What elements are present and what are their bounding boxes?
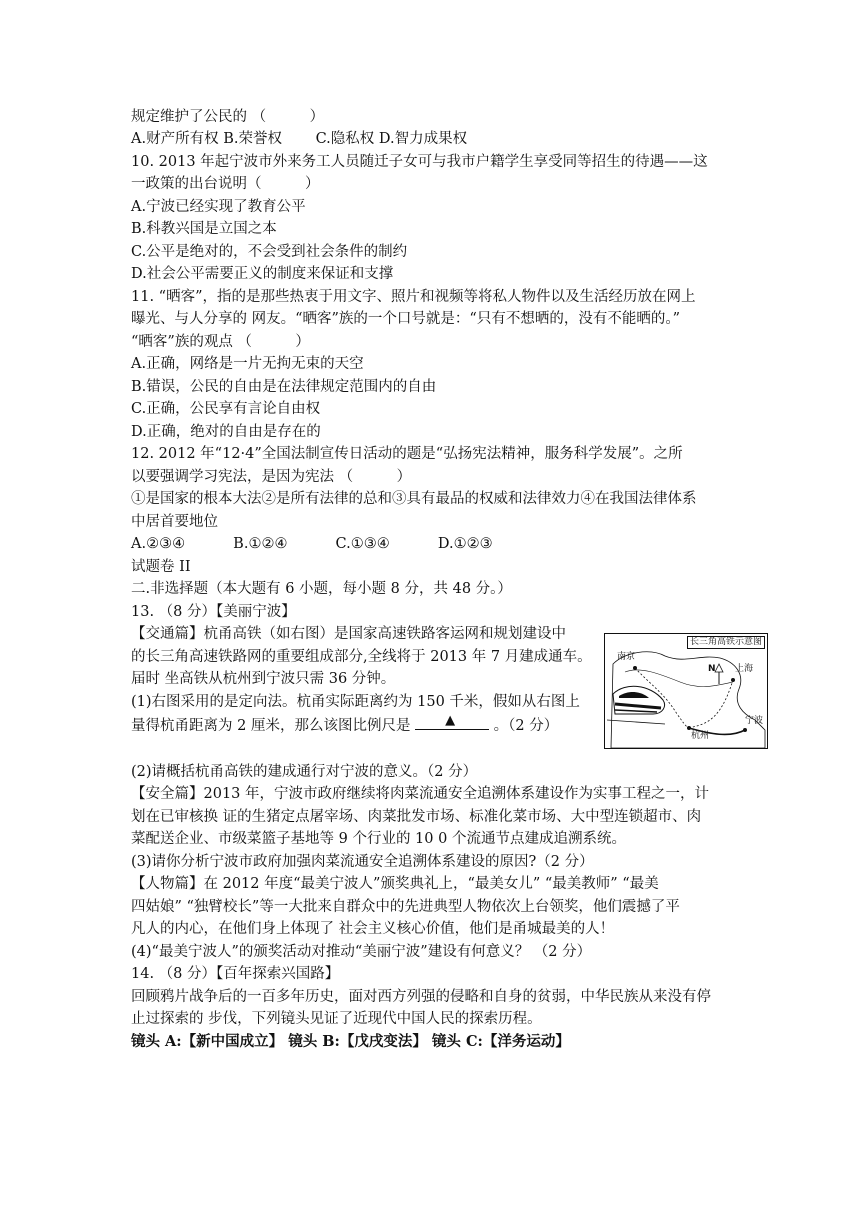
q13-safety-para-3: 菜配送企业、市级菜篮子基地等 9 个行业的 10 0 个流通节点建成追溯系统。: [131, 831, 626, 847]
scale-question-points: 。（2 分）: [489, 718, 559, 734]
map-title: 长三角高铁示意图: [687, 636, 765, 649]
city-shanghai: 上海: [735, 664, 754, 674]
q12-stem-cont: 以要强调学习宪法，是因为宪法 （ ）: [131, 469, 412, 485]
scale-question-text: 量得杭甬距离为 2 厘米，那么该图比例尺是: [131, 718, 416, 734]
q11-option-c: C.正确，公民享有言论自由权: [131, 401, 321, 417]
north-arrow-icon: N: [708, 664, 716, 674]
q13-people-para-3: 凡人的内心，在他们身上体现了 社会主义核心价值，他们是甬城最美的人！: [131, 921, 615, 937]
q14-para-2: 止过探索的 步伐，下列镜头见证了近现代中国人民的探索历程。: [131, 1011, 542, 1027]
answer-blank[interactable]: [415, 713, 489, 730]
q11-stem-cont: 曝光、与人分享的 网友。“晒客”族的一个口号就是：“只有不想晒的，没有不能晒的。”: [131, 311, 681, 327]
q13-sub3: (3)请你分析宁波市政府加强肉菜流通安全追溯体系建设的原因?（2 分）: [131, 854, 594, 870]
q13-traffic-para-2: 的长三角高速铁路网的重要组成部分,全线将于 2013 年 7 月建成通车。: [131, 649, 592, 665]
city-hangzhou: 杭州: [691, 731, 710, 741]
q13-people-para-1: 【人物篇】在 2012 年度“最美宁波人”颁奖典礼上，“最美女儿” “最美教师” “最美: [131, 876, 659, 892]
q13-sub1-line2: [131, 713, 558, 737]
q12-stem: 12. 2012 年“12·4”全国法制宣传日活动的题是“弘扬宪法精神，服务科学发展”。之所: [131, 446, 683, 462]
paper-ii-title: 试题卷 II: [131, 559, 191, 575]
rail-map-figure: [604, 633, 768, 749]
q13-traffic-para-3: 届时 坐高铁从杭州到宁波只需 36 分钟。: [131, 671, 396, 687]
q11-option-d: D.正确，绝对的自由是存在的: [131, 424, 321, 440]
triangle-marker-icon: ▲: [445, 713, 456, 728]
q13-sub2: (2)请概括杭甬高铁的建成通行对宁波的意义。（2 分）: [131, 764, 478, 780]
q10-stem-cont: 一政策的出台说明（ ）: [131, 176, 320, 192]
q10-stem: 10. 2013 年起宁波市外来务工人员随迁子女可与我市户籍学生享受同等招生的待遇——这: [131, 154, 708, 170]
q13-safety-para-1: 【安全篇】2013 年，宁波市政府继续将肉菜流通安全追溯体系建设作为实事工程之一，计: [131, 786, 710, 802]
q13-people-para-2: 四姑娘” “独臂校长”等一大批来自群众中的先进典型人物依次上台领奖，他们震撼了平: [131, 899, 680, 915]
q10-option-b: B.科教兴国是立国之本: [131, 221, 277, 237]
q13-traffic-para-1: 【交通篇】杭甬高铁（如右图）是国家高速铁路客运网和规划建设中: [131, 626, 566, 642]
q10-option-c: C.公平是绝对的，不会受到社会条件的制约: [131, 244, 408, 260]
q12-statements-cont: 中居首要地位: [131, 514, 218, 530]
q12-statements: ①是国家的根本大法②是所有法律的总和③具有最品的权威和法律效力④在我国法律体系: [131, 491, 697, 507]
q13-sub1-line1: (1)右图采用的是定向法。杭甬实际距离约为 150 千米，假如从右图上: [131, 694, 580, 710]
q13-sub4: (4)“最美宁波人”的颁奖活动对推动“美丽宁波”建设有何意义？ （2 分）: [131, 944, 592, 960]
city-nanjing: 南京: [617, 652, 636, 662]
q9-stem-end: 规定维护了公民的 （ ）: [131, 109, 325, 125]
q9-options: A.财产所有权 B.荣誉权 C.隐私权 D.智力成果权: [131, 131, 468, 147]
q10-option-d: D.社会公平需要正义的制度来保证和支撑: [131, 266, 394, 282]
city-ningbo: 宁波: [745, 716, 764, 726]
q11-option-b: B.错误，公民的自由是在法律规定范围内的自由: [131, 379, 437, 395]
q13-heading: 13. （8 分）【美丽宁波】: [131, 604, 296, 620]
q14-para-1: 回顾鸦片战争后的一百多年历史，面对西方列强的侵略和自身的贫弱，中华民族从来没有停: [131, 989, 711, 1005]
q12-options: A.②③④ B.①②④ C.①③④ D.①②③: [131, 536, 493, 552]
q11-option-a: A.正确，网络是一片无拘无束的天空: [131, 356, 364, 372]
section-two-heading: 二.非选择题（本大题有 6 小题，每小题 8 分，共 48 分。）: [131, 581, 512, 597]
q13-safety-para-2: 划在已审核换 证的生猪定点屠宰场、肉菜批发市场、标准化菜市场、大中型连锁超市、肉: [131, 809, 702, 825]
q14-scenes: 镜头 A:【新中国成立】 镜头 B:【戊戌变法】 镜头 C:【洋务运动】: [131, 1033, 570, 1050]
q10-option-a: A.宁波已经实现了教育公平: [131, 199, 306, 215]
q14-heading: 14. （8 分）【百年探索兴国路】: [131, 966, 340, 982]
q11-stem: 11. “晒客”，指的是那些热衷于用文字、照片和视频等将私人物件以及生活经历放在网上: [131, 289, 696, 305]
q11-stem-end: “晒客”族的观点 （ ）: [131, 334, 310, 350]
